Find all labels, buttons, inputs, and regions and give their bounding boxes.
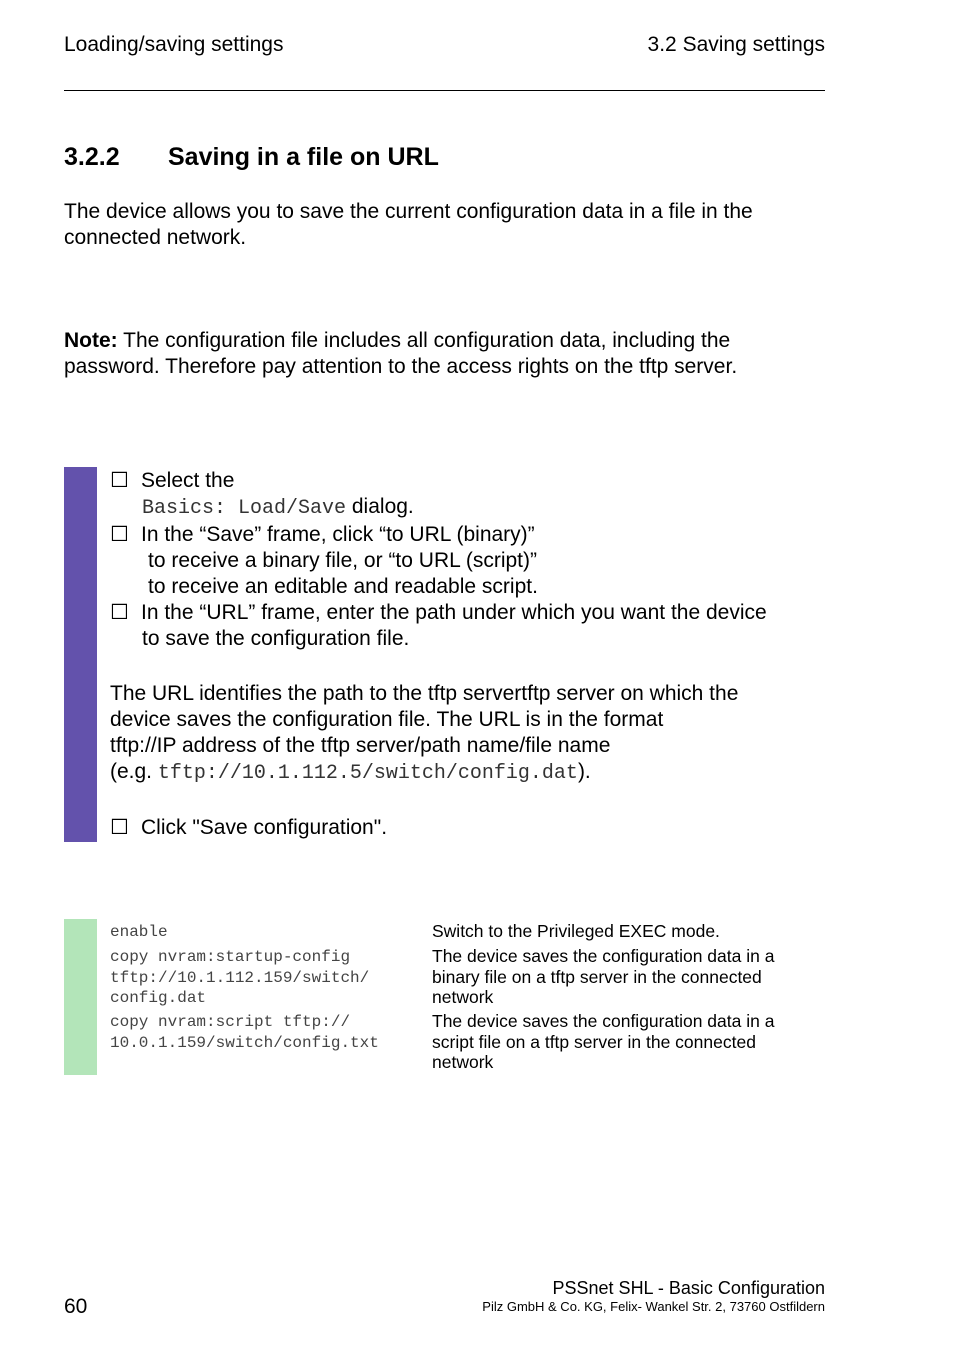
footer-company: Pilz GmbH & Co. KG, Felix- Wankel Str. 2, 73760 Ostfildern [482,1299,825,1314]
step-text: dialog. [346,495,414,518]
section-title: Saving in a file on URL [168,143,439,171]
url-explanation: The URL identifies the path to the tftp servertftp server on which the [110,682,739,705]
url-explanation: tftp://IP address of the tftp server/path name/file name [110,734,611,757]
url-example-suffix: ). [577,760,591,783]
step-select-dialog [110,468,767,494]
intro-paragraph [64,199,834,251]
note-text: The configuration file includes all configuration data, including the [117,329,731,352]
checkbox-icon: ☐ [110,469,129,492]
step-save-configuration [110,815,767,841]
page-number: 60 [64,1295,88,1318]
cli-description: The device saves the configuration data in a binary file on a tftp server in the connected network [432,946,775,1007]
running-header-section-number: 3.2 [647,33,677,56]
cli-command: enable [110,923,168,941]
checkbox-icon: ☐ [110,523,129,546]
step-text: Select the [141,469,235,492]
running-header-chapter: Loading/saving settings [64,33,284,56]
step-text: to save the configuration file. [142,627,410,650]
cli-description: Switch to the Privileged EXEC mode. [432,921,720,941]
cli-marker-bar [64,919,97,1075]
note-label: Note: [64,329,118,352]
dialog-path-code: Basics: Load/Save [142,497,347,520]
cli-command: copy nvram:startup-config tftp://10.1.112.159/switch/ config.dat [110,948,370,1007]
section-number: 3.2.2 [64,143,120,171]
intro-line: The device allows you to save the current configuration data in a file in the [64,200,753,223]
url-explanation: device saves the configuration file. The URL is in the format [110,708,664,731]
step-text: to receive an editable and readable script. [148,575,538,598]
footer-doc-title: PSSnet SHL - Basic Configuration [552,1278,825,1298]
note-paragraph [64,328,834,380]
cli-description: The device saves the configuration data in a script file on a tftp server in the connected network [432,1011,775,1072]
intro-line: connected network. [64,226,247,249]
web-interface-marker-bar [64,467,97,842]
section-heading [64,143,439,172]
note-text: password. Therefore pay attention to the access rights on the tftp server. [64,355,738,378]
url-example [110,759,767,787]
step-save-frame [110,522,767,548]
running-header-section [648,33,825,57]
web-instructions [110,468,767,841]
step-text: In the “URL” frame, enter the path under which you want the device [141,601,767,624]
checkbox-icon: ☐ [110,816,129,839]
step-text: Click "Save configuration". [141,816,388,839]
step-select-dialog-cont [110,494,767,522]
cli-command: copy nvram:script tftp:// 10.0.1.159/switch/config.txt [110,1013,379,1052]
step-text: In the “Save” frame, click “to URL (binary)” [141,523,535,546]
url-example-code: tftp://10.1.112.5/switch/config.dat [157,762,578,785]
checkbox-icon: ☐ [110,601,129,624]
header-rule [64,90,825,91]
running-header-section-title: Saving settings [682,33,825,56]
step-text: to receive a binary file, or “to URL (script)” [148,549,538,572]
step-url-frame [110,600,767,626]
url-example-prefix: (e.g. [110,760,158,783]
